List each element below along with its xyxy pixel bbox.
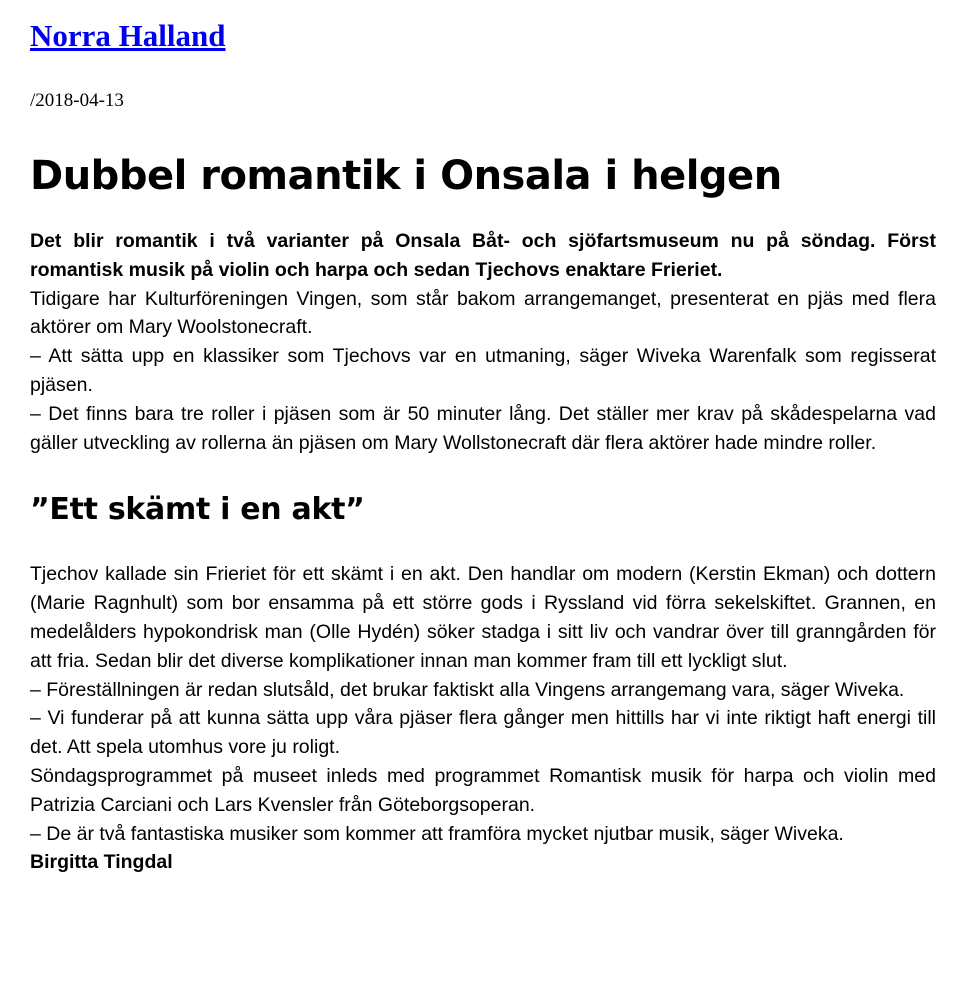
site-name-link[interactable]: Norra Halland [30,18,226,53]
body-paragraph: – Föreställningen är redan slutsåld, det brukar faktiskt alla Vingens arrangemang vara, säger Wiveka. [30,678,905,701]
intro-paragraph: – Att sätta upp en klassiker som Tjechovs var en utmaning, säger Wiveka Warenfalk som regisserat pjäsen. [30,345,936,396]
article-body [30,560,936,877]
article-date: /2018-04-13 [30,90,124,111]
intro-paragraph: – Det finns bara tre roller i pjäsen som är 50 minuter lång. Det ställer mer krav på skådespelarna vad gäller utveckling av rollerna än pjäsen om Mary Wollstonecraft där flera aktörer hade mindre roller. [30,402,936,454]
article-subheading: ”Ett skämt i en akt” [30,492,365,528]
article-byline: Birgitta Tingdal [30,851,173,874]
article-intro [30,227,936,457]
intro-paragraph: Tidigare har Kulturföreningen Vingen, som står bakom arrangemanget, presenterat en pjäs med flera aktörer om Mary Woolstonecraft. [30,287,936,339]
body-paragraph: Tjechov kallade sin Frieriet för ett skämt i en akt. Den handlar om modern (Kerstin Ekman) och dottern (Marie Ragnhult) som bor ensamma på ett större gods i Ryssland vid förra sekelskiftet. Grannen, en medelålders hypokondrisk man (Olle Hydén) söker stadga i sitt liv och vandrar över till granngården för att fria. Sedan blir det diverse komplikationer innan man kommer fram till ett lyckligt slut. [30,563,936,672]
body-paragraph: – Vi funderar på att kunna sätta upp våra pjäser flera gånger men hittills har vi inte riktigt haft energi till det. Att spela utomhus vore ju roligt. [30,707,936,759]
page [30,0,936,877]
article-headline: Dubbel romantik i Onsala i helgen [30,153,782,199]
body-paragraph: Söndagsprogrammet på museet inleds med programmet Romantisk musik för harpa och violin med Patrizia Carciani och Lars Kvensler från Göteborgsoperan. [30,764,936,816]
body-paragraph: – De är två fantastiska musiker som kommer att framföra mycket njutbar musik, säger Wiveka. [30,822,844,845]
article-lead: Det blir romantik i två varianter på Onsala Båt- och sjöfartsmuseum nu på söndag. Först romantisk musik på violin och harpa och sedan Tjechovs enaktare Frieriet. [30,230,936,281]
